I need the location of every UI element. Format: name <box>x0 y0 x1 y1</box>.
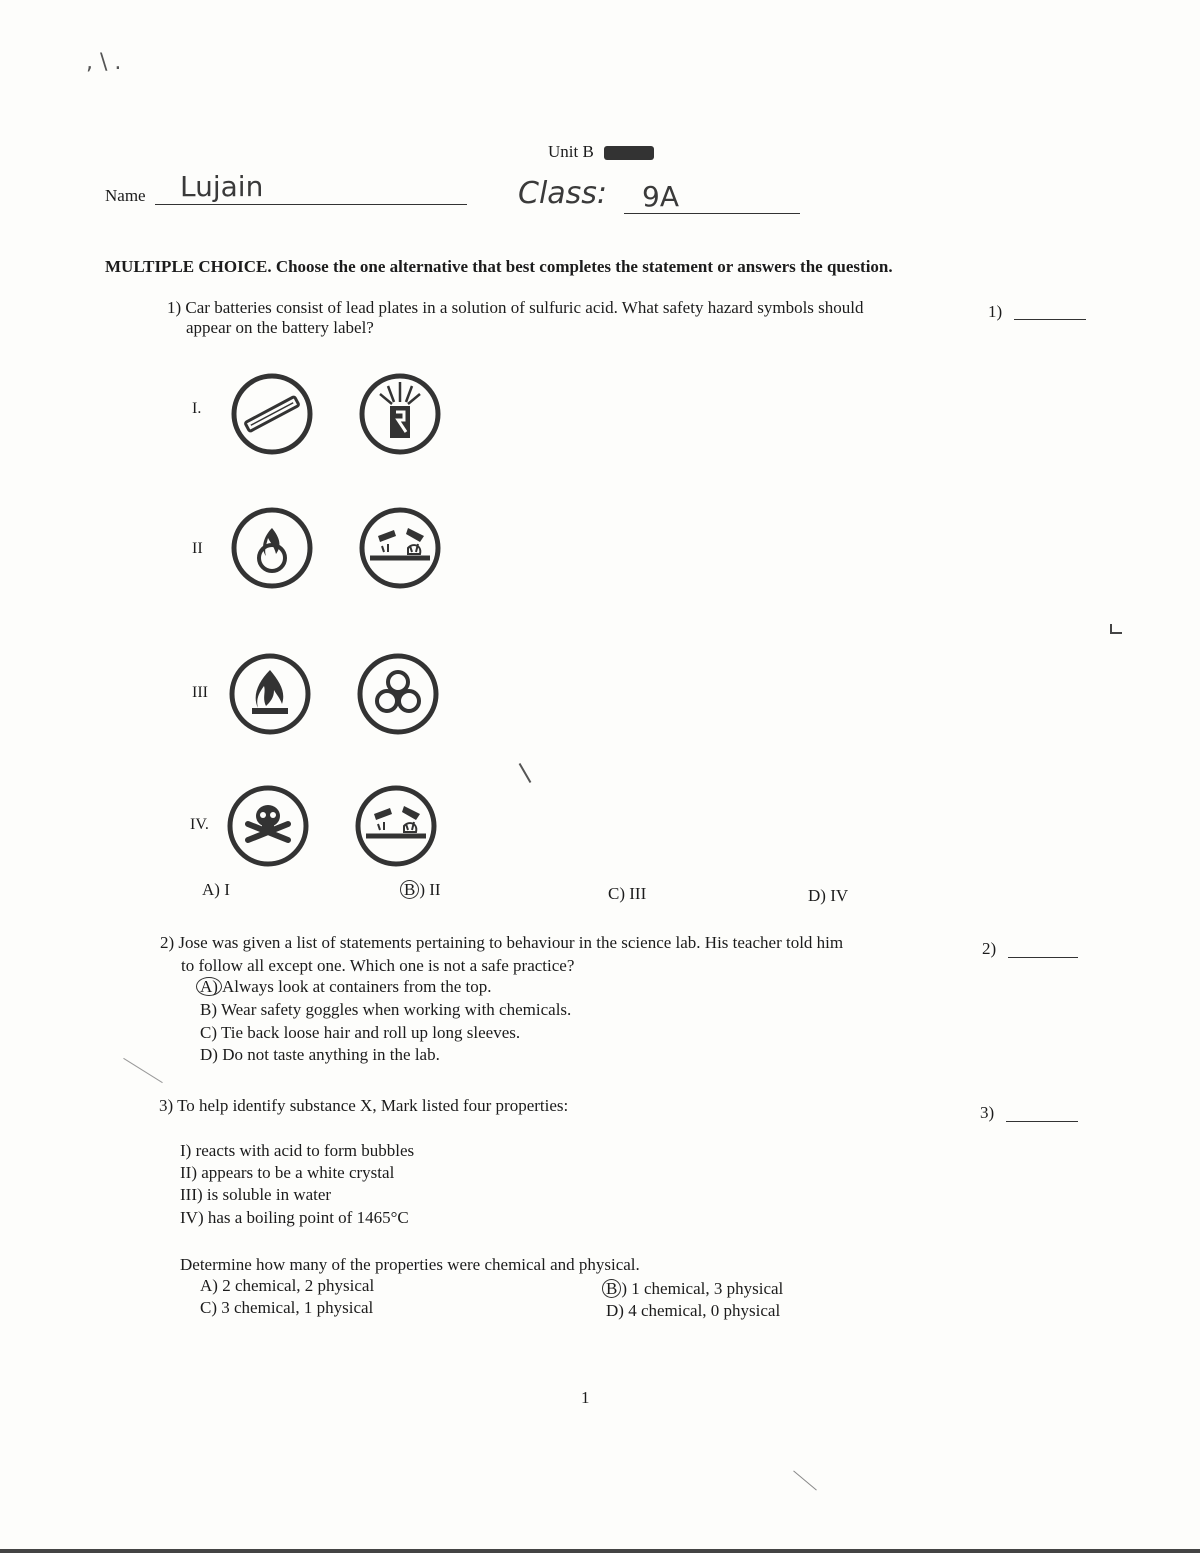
flammable-icon <box>228 652 312 736</box>
q1-option-d: D) IV <box>808 886 849 905</box>
row-label-1: I. <box>192 400 202 417</box>
q2-option-d: D) Do not taste anything in the lab. <box>200 1045 440 1064</box>
selected-answer-circle: A) <box>196 977 222 996</box>
q1-option-b-text: ) II <box>419 880 441 899</box>
class-value: 9A <box>642 180 679 213</box>
oxidizer-icon <box>230 506 314 590</box>
selected-answer-circle: B <box>602 1279 621 1298</box>
name-label: Name <box>105 186 146 205</box>
biohazard-icon <box>356 652 440 736</box>
q2-option-c: C) Tie back loose hair and roll up long sleeves. <box>200 1023 521 1042</box>
instructions: MULTIPLE CHOICE. Choose the one alternative that best completes the statement or answers the question. <box>105 257 893 276</box>
stray-mark <box>793 1470 817 1490</box>
q2-option-b: B) Wear safety goggles when working with chemicals. <box>200 1000 572 1019</box>
poison-icon <box>226 784 310 868</box>
q3-property-3: III) is soluble in water <box>180 1185 332 1204</box>
q2-text-line1: 2) Jose was given a list of statements pertaining to behaviour in the science lab. His teacher told him <box>160 933 844 952</box>
q3-property-4: IV) has a boiling point of 1465°C <box>180 1208 409 1227</box>
name-value: Lujain <box>180 170 264 203</box>
q2-text-line2: to follow all except one. Which one is not a safe practice? <box>181 956 575 975</box>
q3-option-b <box>602 1279 783 1299</box>
row-label-4: IV. <box>190 816 209 833</box>
stray-mark <box>519 763 532 783</box>
q3-number: 3) <box>980 1103 995 1122</box>
q2-answer-line <box>1008 957 1078 958</box>
name-line <box>155 204 467 205</box>
class-line <box>624 213 800 214</box>
stray-mark <box>123 1058 163 1083</box>
q3-answer-line <box>1006 1121 1078 1122</box>
q1-text-line2: appear on the battery label? <box>186 318 374 337</box>
q3-property-2: II) appears to be a white crystal <box>180 1163 395 1182</box>
q3-option-a: A) 2 chemical, 2 physical <box>200 1276 375 1295</box>
unit-title: Unit B <box>548 142 594 161</box>
q2-option-a <box>196 977 492 997</box>
q3-option-b-text: ) 1 chemical, 3 physical <box>621 1279 784 1298</box>
stray-mark <box>1110 624 1122 634</box>
selected-answer-circle: B <box>400 880 419 899</box>
q1-option-b <box>400 880 441 900</box>
row-label-3: III <box>192 684 208 701</box>
corrosive-icon <box>354 784 438 868</box>
page-number: 1 <box>581 1388 590 1407</box>
row-label-2: II <box>192 540 203 557</box>
q1-answer-line <box>1014 319 1086 320</box>
q1-option-c: C) III <box>608 884 647 903</box>
q1-number: 1) <box>988 302 1003 321</box>
q1-text-line1: 1) Car batteries consist of lead plates in a solution of sulfuric acid. What safety hazard symbols should <box>167 298 864 317</box>
q1-option-a: A) I <box>202 880 230 899</box>
redaction-mark <box>604 146 654 160</box>
q2-number: 2) <box>982 939 997 958</box>
explosive-icon <box>358 372 442 456</box>
q3-determine: Determine how many of the properties were chemical and physical. <box>180 1255 640 1274</box>
corrosive-icon <box>358 506 442 590</box>
stray-marks: , \ . <box>86 50 122 75</box>
bottom-scan-edge <box>0 1549 1200 1553</box>
q2-option-a-text: Always look at containers from the top. <box>221 977 492 996</box>
class-label: Class: <box>518 176 608 211</box>
q3-text: 3) To help identify substance X, Mark listed four properties: <box>159 1096 569 1115</box>
q3-property-1: I) reacts with acid to form bubbles <box>180 1141 415 1160</box>
sharp-object-icon <box>230 372 314 456</box>
q3-option-d: D) 4 chemical, 0 physical <box>606 1301 781 1320</box>
q3-option-c: C) 3 chemical, 1 physical <box>200 1298 374 1317</box>
